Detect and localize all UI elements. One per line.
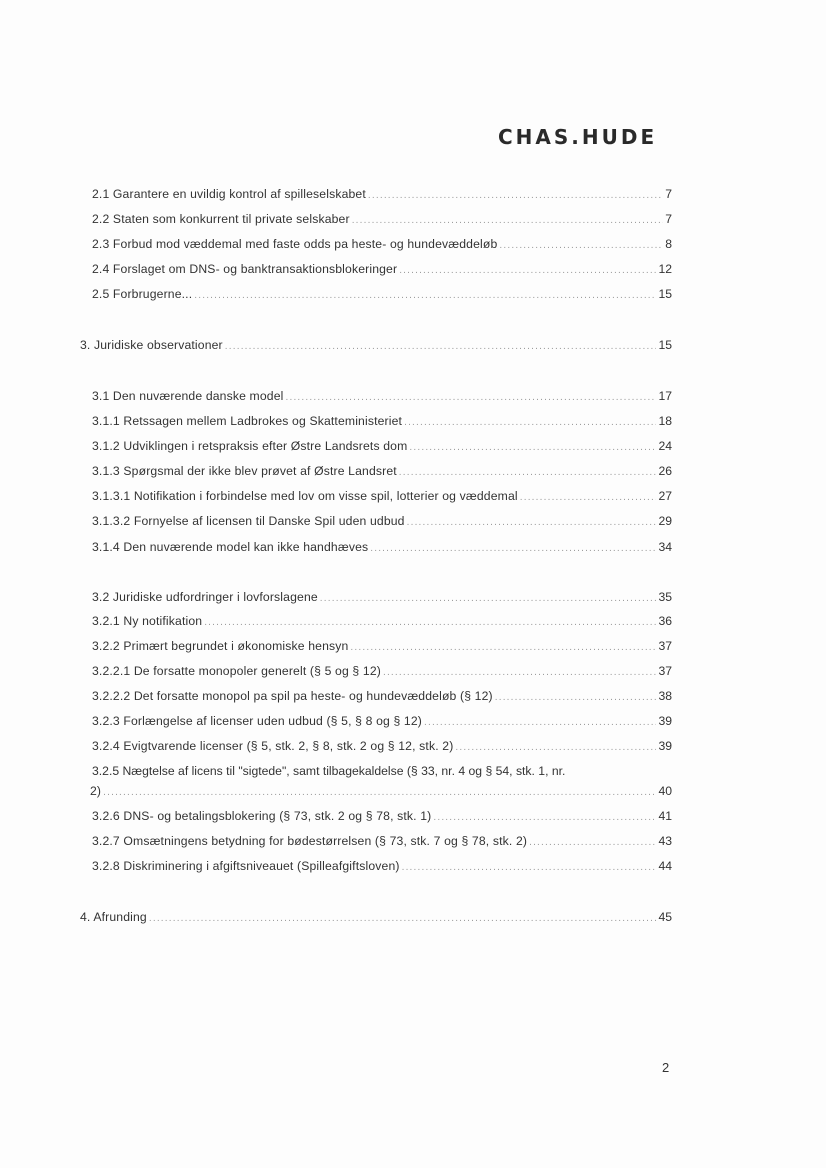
toc-page-number: 35 <box>658 590 672 604</box>
toc-leader-dots <box>399 262 656 280</box>
toc-title: 3.1.4 Den nuværende model kan ikke handhæves <box>92 540 369 554</box>
toc-page-number: 36 <box>658 614 672 628</box>
toc-leader-dots <box>149 910 657 928</box>
toc-title: 3.1.1 Retssagen mellem Ladbrokes og Skatteministeriet <box>92 414 403 428</box>
toc-leader-dots <box>350 639 656 657</box>
toc-leader-dots <box>529 834 656 852</box>
toc-page-number: 39 <box>658 714 672 728</box>
toc-leader-dots <box>495 689 657 707</box>
toc-title: 3.2.3 Forlængelse af licenser uden udbud (§ 5, § 8 og § 12) <box>92 714 422 728</box>
toc-leader-dots <box>433 809 656 827</box>
toc-leader-dots <box>455 739 656 757</box>
page-number: 2 <box>662 1060 670 1075</box>
toc-page-number: 27 <box>658 489 672 503</box>
toc-page-number: 38 <box>658 689 672 703</box>
toc-leader-dots <box>424 714 656 732</box>
toc-leader-dots <box>399 464 657 482</box>
toc-title: 3.2.5 Nægtelse af licens til "sigtede", samt tilbagekaldelse (§ 33, nr. 4 og § 54, stk. 1, nr. <box>92 764 566 778</box>
toc-title: 2.2 Staten som konkurrent til private selskaber <box>92 212 350 226</box>
toc-leader-dots <box>320 590 657 608</box>
toc-leader-dots <box>352 212 664 230</box>
toc-leader-dots <box>286 389 657 407</box>
toc-title-continued: 2) <box>90 784 102 798</box>
toc-title: 3.1.3 Spørgsmal der ikke blev prøvet af Østre Landsret <box>92 464 397 478</box>
toc-page-number: 29 <box>658 514 672 528</box>
toc-title: 3.2.2.1 De forsatte monopoler generelt (§ 5 og § 12) <box>92 664 381 678</box>
toc-leader-dots <box>409 439 656 457</box>
toc-title: 2.5 Forbrugerne... <box>92 287 193 301</box>
toc-title: 2.4 Forslaget om DNS- og banktransaktionsblokeringer <box>92 262 398 276</box>
toc-page-number: 41 <box>658 809 672 823</box>
toc-page-number: 12 <box>658 262 672 276</box>
toc-page-number: 45 <box>658 910 672 924</box>
toc-title: 3.2.8 Diskriminering i afgiftsniveauet (Spilleafgiftsloven) <box>92 859 400 873</box>
toc-leader-dots <box>520 489 657 507</box>
toc-title: 4. Afrunding <box>80 910 147 924</box>
toc-title: 3.2.4 Evigtvarende licenser (§ 5, stk. 2, § 8, stk. 2 og § 12, stk. 2) <box>92 739 454 753</box>
toc-title: 2.3 Forbud mod væddemal med faste odds pa heste- og hundevæddeløb <box>92 237 498 251</box>
toc-title: 3.1.3.2 Fornyelse af licensen til Danske Spil uden udbud <box>92 514 405 528</box>
toc-title: 3.1.2 Udviklingen i retspraksis efter Østre Landsrets dom <box>92 439 408 453</box>
toc-page-number: 40 <box>658 784 672 798</box>
toc-page-number: 24 <box>658 439 672 453</box>
toc-page-number: 7 <box>665 187 672 201</box>
toc-leader-dots <box>402 859 657 877</box>
toc-page-number: 7 <box>665 212 672 226</box>
toc-leader-dots <box>368 187 663 205</box>
toc-leader-dots <box>204 614 656 632</box>
toc-title: 3.2.7 Omsætningens betydning for bødestørrelsen (§ 73, stk. 7 og § 78, stk. 2) <box>92 834 528 848</box>
toc-title: 3.1.3.1 Notifikation i forbindelse med lov om visse spil, lotterier og væddemal <box>92 489 518 503</box>
toc-title: 3.1 Den nuværende danske model <box>92 389 284 403</box>
toc-page-number: 15 <box>658 338 672 352</box>
toc-page-number: 37 <box>658 639 672 653</box>
toc-page-number: 37 <box>658 664 672 678</box>
toc-page-number: 15 <box>658 287 672 301</box>
toc-page-number: 43 <box>658 834 672 848</box>
toc-page-number: 34 <box>658 540 672 554</box>
toc-leader-dots <box>370 540 656 558</box>
toc-leader-dots <box>407 514 657 532</box>
toc-page-number: 8 <box>665 237 672 251</box>
toc-leader-dots <box>194 287 656 305</box>
toc-page-number: 17 <box>658 389 672 403</box>
toc-page-number: 18 <box>658 414 672 428</box>
svg-text:CHAS.HUDE: CHAS.HUDE <box>498 125 658 149</box>
chas-hude-logo <box>498 122 680 152</box>
toc-leader-dots <box>103 784 656 802</box>
toc-leader-dots <box>404 414 656 432</box>
toc-title: 3. Juridiske observationer <box>80 338 223 352</box>
toc-leader-dots <box>225 338 657 356</box>
toc-page-number: 39 <box>658 739 672 753</box>
toc-title: 3.2.6 DNS- og betalingsblokering (§ 73, stk. 2 og § 78, stk. 1) <box>92 809 432 823</box>
toc-leader-dots <box>383 664 656 682</box>
toc-leader-dots <box>499 237 663 255</box>
toc-title: 3.2.2 Primært begrundet i økonomiske hensyn <box>92 639 349 653</box>
toc-title: 3.2.1 Ny notifikation <box>92 614 203 628</box>
toc-title: 3.2 Juridiske udfordringer i lovforslagene <box>92 590 318 604</box>
toc-page-number: 44 <box>658 859 672 873</box>
toc-page-number: 26 <box>658 464 672 478</box>
toc-title: 2.1 Garantere en uvildig kontrol af spilleselskabet <box>92 187 366 201</box>
toc-title: 3.2.2.2 Det forsatte monopol pa spil pa heste- og hundevæddeløb (§ 12) <box>92 689 493 703</box>
